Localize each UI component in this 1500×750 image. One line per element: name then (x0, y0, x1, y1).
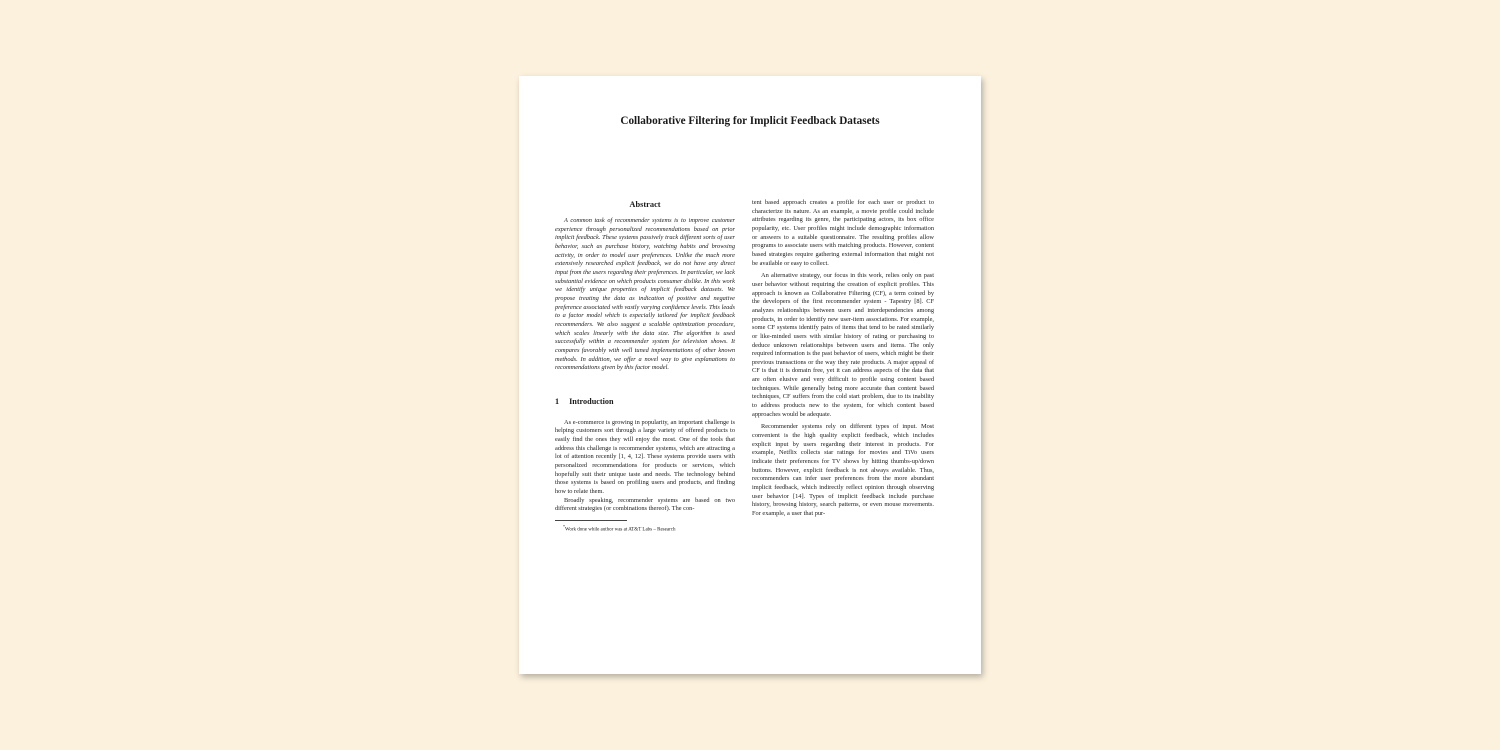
footnote-text: Work done while author was at AT&T Labs – Research (565, 527, 676, 533)
intro-paragraph-3: An alternative strategy, our focus in this work, relies only on past user behavior without requiring the creation of explicit profiles. This approach is known as Collaborative Filtering (CF), a term coined by the developers of the first recommender system - Tapestry [8]. CF analyzes relationships between users and interdependencies among products, in order to identify new user-item associations. For example, some CF systems identify pairs of items that tend to be rated similarly or like-minded users with similar history of rating or purchasing to deduce unknown relationships between users and items. The only required information is the past behavior of users, which might be their previous transactions or the way they rate products. A major appeal of CF is that it is domain free, yet it can address aspects of the data that are often elusive and very difficult to profile using content based techniques. While generally being more accurate than content based techniques, CF suffers from the cold start problem, due to its inability to address products new to the system, for which content based approaches would be adequate. (752, 272, 934, 418)
intro-paragraph-1: As e-commerce is growing in popularity, an important challenge is helping customers sort through a large variety of offered products to easily find the ones they will enjoy the most. One of the tools that address this challenge is recommender systems, which are attracting a lot of attention recently [1, 4, 12]. These systems provide users with personalized recommendations for products or services, which hopefully suit their unique taste and needs. The technology behind those systems is based on profiling users and products, and finding how to relate them. (555, 418, 735, 496)
paper-page (519, 76, 981, 674)
section-number: 1 (555, 396, 560, 406)
intro-paragraph-2-continued: tent based approach creates a profile for each user or product to characterize its nature. As an example, a movie profile could include attributes regarding its genre, the participating actors, its box office popularity, etc. User profiles might include demographic information or answers to a suitable questionnaire. The resulting profiles allow programs to associate users with matching products. However, content based strategies require gathering external information that might not be available or easy to collect. (752, 199, 934, 267)
intro-paragraph-2-part-1: Broadly speaking, recommender systems are based on two different strategies (or combinations thereof). The con- (555, 496, 735, 513)
paper-title: Collaborative Filtering for Implicit Feedback Datasets (620, 115, 880, 127)
abstract-text: A common task of recommender systems is to improve customer experience through personalized recommendations based on prior implicit feedback. These systems passively track different sorts of user behavior, such as purchase history, watching habits and browsing activity, in order to model user preferences. Unlike the much more extensively researched explicit feedback, we do not have any direct input from the users regarding their preferences. In particular, we lack substantial evidence on which products consumer dislike. In this work we identify unique properties of implicit feedback datasets. We propose treating the data as indication of positive and negative preference associated with vastly varying confidence levels. This leads to a factor model which is especially tailored for implicit feedback recommenders. We also suggest a scalable optimization procedure, which scales linearly with the data size. The algorithm is used successfully within a recommender system for television shows. It compares favorably with well tuned implementations of other known methods. In addition, we offer a novel way to give explanations to recommendations given by this factor model. (555, 217, 735, 372)
section-heading-introduction (555, 396, 735, 407)
footnote-divider (555, 520, 627, 521)
intro-paragraph-4: Recommender systems rely on different types of input. Most convenient is the high quality explicit feedback, which includes explicit input by users regarding their interest in products. For example, Netflix collects star ratings for movies and TiVo users indicate their preferences for TV shows by hitting thumbs-up/down buttons. However, explicit feedback is not always available. Thus, recommenders can infer user preferences from the more abundant implicit feedback, which indirectly reflect opinion through observing user behavior [14]. Types of implicit feedback include purchase history, browsing history, search patterns, or even mouse movements. For example, a user that pur- (752, 423, 934, 517)
footnote (555, 523, 735, 534)
section-title: Introduction (569, 396, 614, 406)
right-column (752, 199, 934, 519)
footnote-marker: * (563, 524, 565, 530)
intro-paragraph-2 (555, 497, 735, 514)
abstract-heading: Abstract (629, 200, 661, 209)
left-column (555, 199, 735, 534)
